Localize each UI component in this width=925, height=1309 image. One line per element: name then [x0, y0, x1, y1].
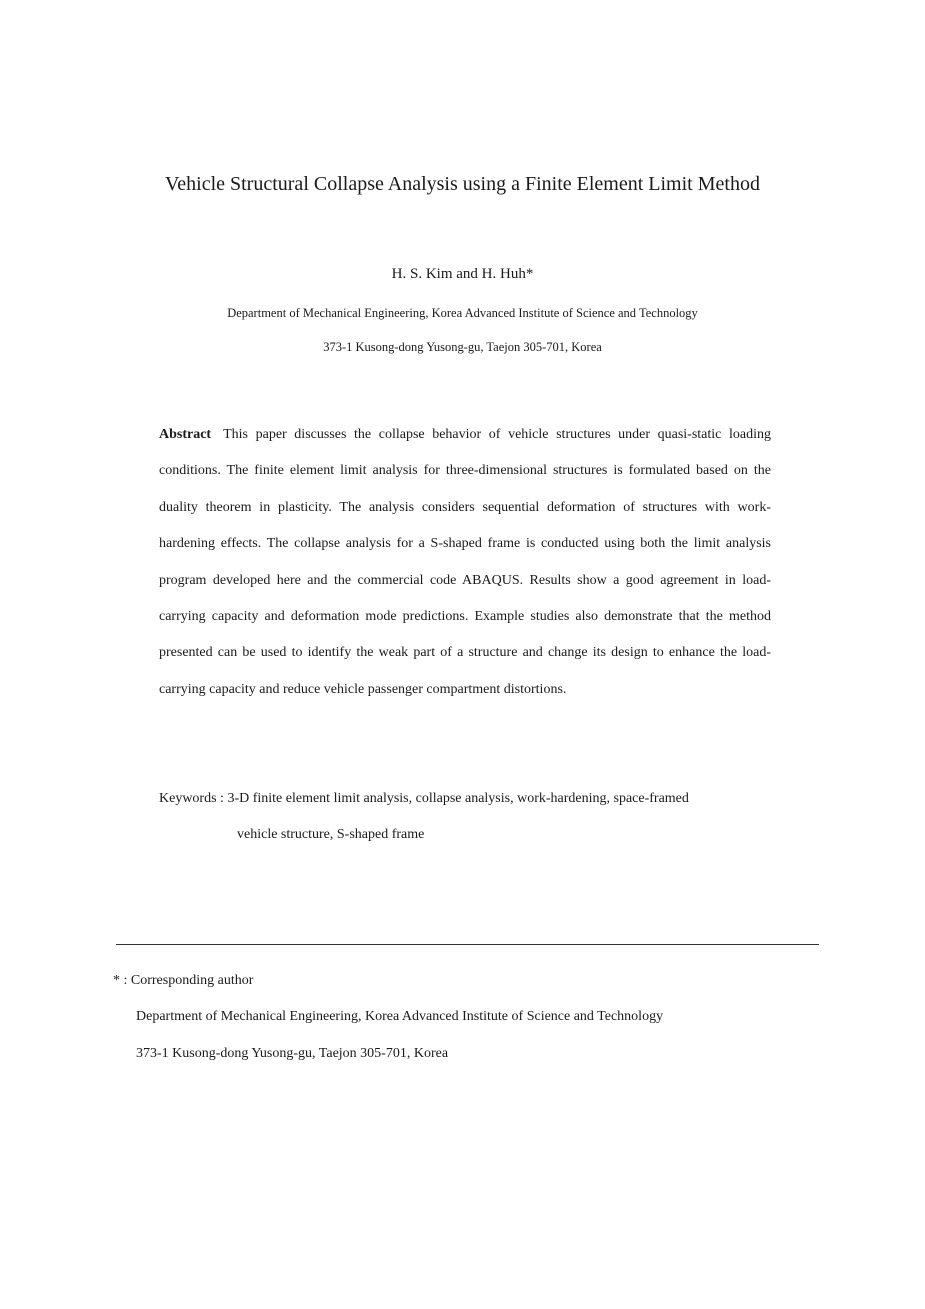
footnote-section	[113, 963, 833, 1072]
author-list: H. S. Kim and H. Huh*	[391, 266, 534, 282]
abstract-text: This paper discusses the collapse behavior of vehicle structures under quasi-static loading conditions. The finite element limit analysis for three-dimensional structures is formulated based on the duality theorem in plasticity. The analysis considers sequential deformation of structures with work-hardening effects. The collapse analysis for a S-shaped frame is conducted using both the limit analysis program developed here and the commercial code ABAQUS. Results show a good agreement in load-carrying capacity and deformation mode predictions. Example studies also demonstrate that the method presented can be used to identify the weak part of a structure and change its design to enhance the load-carrying capacity and reduce vehicle passenger compartment distortions.	[159, 427, 771, 697]
footnote-divider	[116, 944, 819, 945]
footnote-affiliation: Department of Mechanical Engineering, Korea Advanced Institute of Science and Technology	[136, 1009, 664, 1025]
keywords-label: Keywords :	[159, 791, 224, 806]
footnote-address: 373-1 Kusong-dong Yusong-gu, Taejon 305-701, Korea	[136, 1045, 449, 1061]
keywords-line-1: 3-D finite element limit analysis, collapse analysis, work-hardening, space-framed	[227, 791, 689, 806]
abstract-section	[159, 417, 771, 708]
keywords-section	[159, 781, 771, 854]
paper-title: Vehicle Structural Collapse Analysis using a Finite Element Limit Method	[165, 173, 760, 195]
keywords-line-2: vehicle structure, S-shaped frame	[237, 827, 425, 843]
author-address: 373-1 Kusong-dong Yusong-gu, Taejon 305-701, Korea	[323, 340, 602, 354]
corresponding-author-marker: * : Corresponding author	[113, 973, 254, 988]
abstract-label: Abstract	[159, 427, 212, 442]
author-affiliation: Department of Mechanical Engineering, Korea Advanced Institute of Science and Technology	[227, 306, 698, 320]
